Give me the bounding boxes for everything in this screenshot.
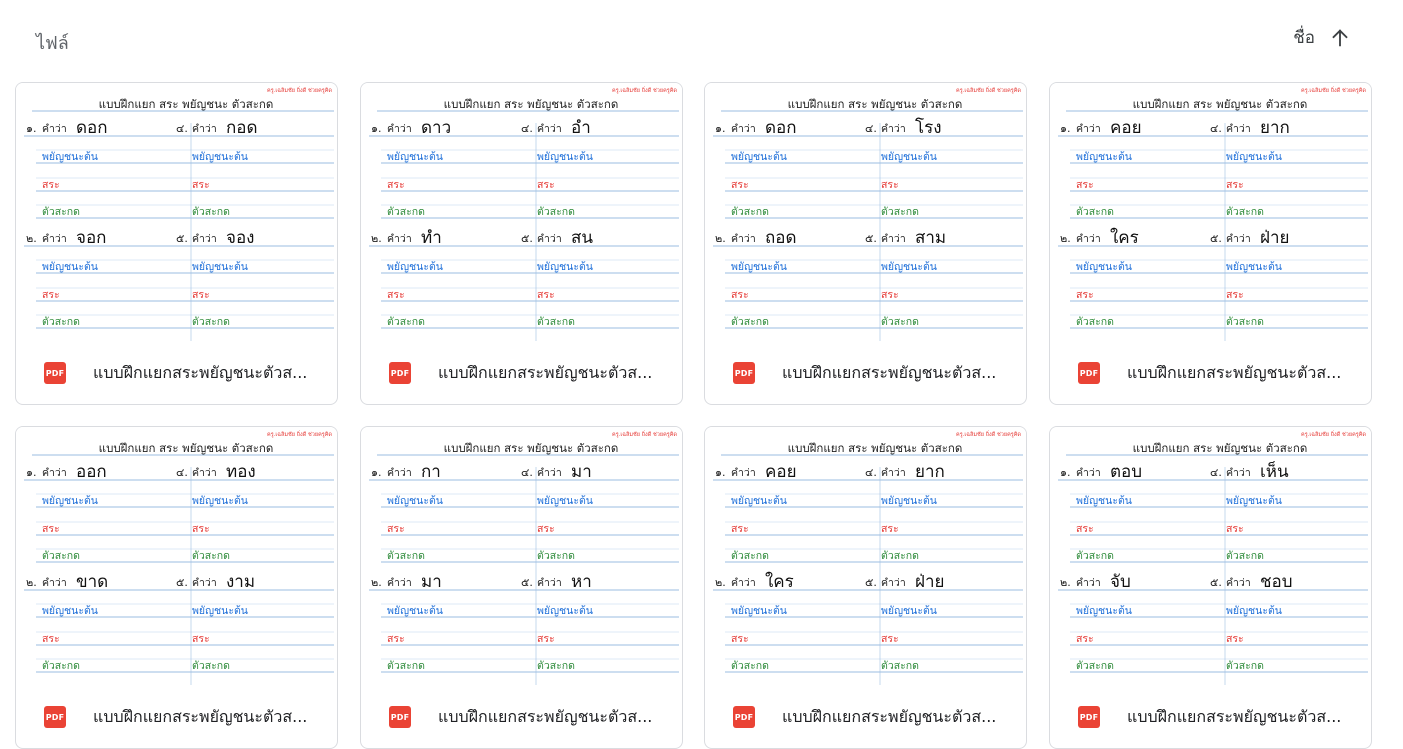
word-label: คำว่า [537,467,562,479]
final-label: ตัวสะกด [192,206,230,218]
worksheet-title: แบบฝึกแยก สระ พยัญชนะ ตัวสะกด [787,97,963,111]
final-label: ตัวสะกด [192,660,230,672]
vowel-label: สระ [881,633,899,645]
word-label: คำว่า [731,123,756,135]
word-number: ๕. [176,576,188,589]
target-word: คอย [765,462,797,482]
word-label: คำว่า [387,123,412,135]
word-label: คำว่า [1226,577,1251,589]
word-label: คำว่า [192,233,217,245]
target-word: ทอง [226,462,256,482]
word-number: ๕. [176,232,188,245]
consonant-label: พยัญชนะต้น [1226,261,1282,273]
target-word: ถอด [765,228,797,248]
file-card[interactable] [360,426,683,749]
word-label: คำว่า [731,577,756,589]
word-label: คำว่า [387,467,412,479]
word-label: คำว่า [42,577,67,589]
target-word: ใคร [1110,228,1139,248]
word-number: ๔. [865,466,877,479]
word-label: คำว่า [1226,467,1251,479]
word-number: ๕. [1210,232,1222,245]
target-word: ดอก [76,118,108,138]
worksheet-title: แบบฝึกแยก สระ พยัญชนะ ตัวสะกด [1132,441,1308,455]
pdf-icon: PDF [733,706,755,728]
file-card-footer [16,685,337,749]
pdf-icon: PDF [733,362,755,384]
word-number: ๑. [26,122,37,135]
word-number: ๑. [26,466,37,479]
vowel-label: สระ [731,523,749,535]
vowel-label: สระ [1076,523,1094,535]
target-word: ออก [76,462,107,482]
worksheet-credit: ครู.เฉลิมชัย ถิ่งดี ช่วยครูคิด [267,432,332,438]
word-label: คำว่า [192,467,217,479]
final-label: ตัวสะกด [731,316,769,328]
target-word: กา [421,462,441,482]
final-label: ตัวสะกด [881,206,919,218]
target-word: ตอบ [1110,462,1143,482]
file-thumbnail [705,427,1026,685]
final-label: ตัวสะกด [387,206,425,218]
vowel-label: สระ [1076,633,1094,645]
vowel-label: สระ [731,179,749,191]
word-label: คำว่า [42,123,67,135]
final-label: ตัวสะกด [387,660,425,672]
word-label: คำว่า [1226,123,1251,135]
file-thumbnail [16,83,337,341]
word-number: ๔. [865,122,877,135]
worksheet-title: แบบฝึกแยก สระ พยัญชนะ ตัวสะกด [787,441,963,455]
worksheet-title: แบบฝึกแยก สระ พยัญชนะ ตัวสะกด [1132,97,1308,111]
final-label: ตัวสะกด [1076,206,1114,218]
target-word: ใคร [765,572,794,592]
worksheet-preview [16,83,337,341]
word-label: คำว่า [1076,233,1101,245]
consonant-label: พยัญชนะต้น [42,605,98,617]
final-label: ตัวสะกด [1076,550,1114,562]
file-name: แบบฝึกแยกสระพยัญชนะตัวส... [1127,362,1342,382]
consonant-label: พยัญชนะต้น [387,261,443,273]
final-label: ตัวสะกด [1226,206,1264,218]
vowel-label: สระ [387,633,405,645]
file-thumbnail [361,83,682,341]
word-label: คำว่า [881,467,906,479]
target-word: มา [421,572,442,592]
word-number: ๑. [371,466,382,479]
final-label: ตัวสะกด [1226,660,1264,672]
consonant-label: พยัญชนะต้น [42,151,98,163]
word-label: คำว่า [1226,233,1251,245]
target-word: มา [571,462,592,482]
vowel-label: สระ [537,523,555,535]
target-word: สน [571,228,593,248]
file-card[interactable] [704,82,1027,405]
vowel-label: สระ [1076,289,1094,301]
vowel-label: สระ [1226,179,1244,191]
final-label: ตัวสะกด [1226,550,1264,562]
pdf-icon: PDF [44,362,66,384]
word-label: คำว่า [881,577,906,589]
consonant-label: พยัญชนะต้น [192,495,248,507]
file-name: แบบฝึกแยกสระพยัญชนะตัวส... [93,362,308,382]
file-name: แบบฝึกแยกสระพยัญชนะตัวส... [782,706,997,726]
file-card-footer [361,341,682,405]
final-label: ตัวสะกด [1076,316,1114,328]
word-number: ๔. [521,122,533,135]
worksheet-title: แบบฝึกแยก สระ พยัญชนะ ตัวสะกด [443,97,619,111]
vowel-label: สระ [42,523,60,535]
word-label: คำว่า [42,233,67,245]
file-thumbnail [16,427,337,685]
consonant-label: พยัญชนะต้น [387,151,443,163]
worksheet-credit: ครู.เฉลิมชัย ถิ่งดี ช่วยครูคิด [956,432,1021,438]
worksheet-preview [361,427,682,685]
word-label: คำว่า [881,123,906,135]
consonant-label: พยัญชนะต้น [731,261,787,273]
pdf-icon: PDF [389,706,411,728]
target-word: ยาก [1260,118,1290,138]
final-label: ตัวสะกด [387,550,425,562]
vowel-label: สระ [192,179,210,191]
word-label: คำว่า [537,577,562,589]
vowel-label: สระ [881,179,899,191]
worksheet-credit: ครู.เฉลิมชัย ถิ่งดี ช่วยครูคิด [267,88,332,94]
word-label: คำว่า [1076,577,1101,589]
file-card[interactable] [360,82,683,405]
sort-label: ชื่อ [1293,28,1315,48]
vowel-label: สระ [537,179,555,191]
target-word: ชอบ [1260,572,1293,592]
word-number: ๒. [1060,576,1071,589]
worksheet-credit: ครู.เฉลิมชัย ถิ่งดี ช่วยครูคิด [612,88,677,94]
consonant-label: พยัญชนะต้น [1076,605,1132,617]
vowel-label: สระ [1226,289,1244,301]
file-name: แบบฝึกแยกสระพยัญชนะตัวส... [438,706,653,726]
consonant-label: พยัญชนะต้น [731,605,787,617]
target-word: คอย [1110,118,1142,138]
word-number: ๒. [1060,232,1071,245]
vowel-label: สระ [1226,633,1244,645]
target-word: จอก [76,228,107,248]
consonant-label: พยัญชนะต้น [42,261,98,273]
word-number: ๒. [26,576,37,589]
consonant-label: พยัญชนะต้น [537,495,593,507]
final-label: ตัวสะกด [1076,660,1114,672]
final-label: ตัวสะกด [42,550,80,562]
word-number: ๑. [1060,466,1071,479]
final-label: ตัวสะกด [881,316,919,328]
worksheet-preview [1050,427,1371,685]
vowel-label: สระ [42,633,60,645]
consonant-label: พยัญชนะต้น [881,495,937,507]
consonant-label: พยัญชนะต้น [1226,605,1282,617]
pdf-icon: PDF [44,706,66,728]
arrow-up-icon [1329,27,1351,49]
word-number: ๔. [521,466,533,479]
word-number: ๕. [521,232,533,245]
target-word: โรง [915,118,942,138]
word-label: คำว่า [1076,123,1101,135]
file-card-footer [1050,685,1371,749]
consonant-label: พยัญชนะต้น [42,495,98,507]
worksheet-credit: ครู.เฉลิมชัย ถิ่งดี ช่วยครูคิด [1301,88,1366,94]
word-number: ๔. [176,466,188,479]
consonant-label: พยัญชนะต้น [1076,261,1132,273]
final-label: ตัวสะกด [731,206,769,218]
word-number: ๒. [26,232,37,245]
final-label: ตัวสะกด [537,550,575,562]
consonant-label: พยัญชนะต้น [1226,495,1282,507]
target-word: งาม [226,572,256,592]
vowel-label: สระ [387,289,405,301]
file-card-footer [361,685,682,749]
final-label: ตัวสะกด [42,316,80,328]
worksheet-preview [16,427,337,685]
vowel-label: สระ [1226,523,1244,535]
word-label: คำว่า [537,233,562,245]
target-word: กอด [226,118,258,138]
word-label: คำว่า [731,233,756,245]
file-name: แบบฝึกแยกสระพยัญชนะตัวส... [93,706,308,726]
target-word: ฝ่าย [1260,228,1290,248]
vowel-label: สระ [537,289,555,301]
final-label: ตัวสะกด [192,550,230,562]
consonant-label: พยัญชนะต้น [387,495,443,507]
vowel-label: สระ [42,179,60,191]
pdf-icon: PDF [389,362,411,384]
file-card[interactable] [1049,82,1372,405]
pdf-icon: PDF [1078,706,1100,728]
file-thumbnail [705,83,1026,341]
word-label: คำว่า [387,577,412,589]
vowel-label: สระ [387,179,405,191]
word-number: ๕. [1210,576,1222,589]
word-label: คำว่า [192,577,217,589]
word-number: ๒. [371,232,382,245]
file-card[interactable] [1049,426,1372,749]
vowel-label: สระ [1076,179,1094,191]
word-label: คำว่า [192,123,217,135]
word-label: คำว่า [881,233,906,245]
worksheet-credit: ครู.เฉลิมชัย ถิ่งดี ช่วยครูคิด [956,88,1021,94]
word-label: คำว่า [42,467,67,479]
word-number: ๑. [715,122,726,135]
final-label: ตัวสะกด [537,316,575,328]
vowel-label: สระ [731,289,749,301]
worksheet-preview [705,427,1026,685]
vowel-label: สระ [192,523,210,535]
file-card[interactable] [15,426,338,749]
vowel-label: สระ [387,523,405,535]
consonant-label: พยัญชนะต้น [387,605,443,617]
final-label: ตัวสะกด [881,660,919,672]
file-thumbnail [1050,83,1371,341]
final-label: ตัวสะกด [881,550,919,562]
word-number: ๔. [1210,122,1222,135]
word-number: ๒. [715,232,726,245]
file-card-footer [705,685,1026,749]
consonant-label: พยัญชนะต้น [537,261,593,273]
consonant-label: พยัญชนะต้น [192,261,248,273]
file-card-footer [16,341,337,405]
worksheet-credit: ครู.เฉลิมชัย ถิ่งดี ช่วยครูคิด [612,432,677,438]
worksheet-preview [705,83,1026,341]
file-name: แบบฝึกแยกสระพยัญชนะตัวส... [1127,706,1342,726]
word-label: คำว่า [731,467,756,479]
consonant-label: พยัญชนะต้น [192,151,248,163]
worksheet-title: แบบฝึกแยก สระ พยัญชนะ ตัวสะกด [98,97,274,111]
word-number: ๕. [865,232,877,245]
word-number: ๔. [176,122,188,135]
final-label: ตัวสะกด [387,316,425,328]
file-card[interactable] [704,426,1027,749]
vowel-label: สระ [881,523,899,535]
target-word: จับ [1110,572,1131,592]
target-word: ฝ่าย [915,572,945,592]
target-word: ยาก [915,462,945,482]
consonant-label: พยัญชนะต้น [881,605,937,617]
consonant-label: พยัญชนะต้น [1076,495,1132,507]
file-thumbnail [1050,427,1371,685]
file-name: แบบฝึกแยกสระพยัญชนะตัวส... [438,362,653,382]
word-number: ๒. [371,576,382,589]
target-word: อำ [571,118,591,138]
section-title: ไฟล์ [36,33,69,54]
worksheet-preview [361,83,682,341]
target-word: สาม [915,228,947,248]
consonant-label: พยัญชนะต้น [537,605,593,617]
target-word: ขาด [76,572,109,592]
word-number: ๕. [865,576,877,589]
target-word: เห็น [1260,462,1289,482]
word-number: ๑. [371,122,382,135]
final-label: ตัวสะกด [192,316,230,328]
target-word: จอง [226,228,255,248]
final-label: ตัวสะกด [537,206,575,218]
target-word: ทำ [421,228,442,248]
worksheet-title: แบบฝึกแยก สระ พยัญชนะ ตัวสะกด [98,441,274,455]
final-label: ตัวสะกด [42,660,80,672]
pdf-icon: PDF [1078,362,1100,384]
consonant-label: พยัญชนะต้น [1226,151,1282,163]
file-thumbnail [361,427,682,685]
word-number: ๕. [521,576,533,589]
final-label: ตัวสะกด [537,660,575,672]
worksheet-title: แบบฝึกแยก สระ พยัญชนะ ตัวสะกด [443,441,619,455]
file-card-footer [705,341,1026,405]
target-word: ดาว [421,118,452,138]
consonant-label: พยัญชนะต้น [731,495,787,507]
consonant-label: พยัญชนะต้น [192,605,248,617]
word-number: ๑. [1060,122,1071,135]
word-label: คำว่า [1076,467,1101,479]
final-label: ตัวสะกด [1226,316,1264,328]
word-number: ๒. [715,576,726,589]
final-label: ตัวสะกด [731,550,769,562]
word-label: คำว่า [387,233,412,245]
word-label: คำว่า [537,123,562,135]
sort-by-name-button[interactable] [1293,24,1351,51]
vowel-label: สระ [731,633,749,645]
vowel-label: สระ [537,633,555,645]
final-label: ตัวสะกด [42,206,80,218]
consonant-label: พยัญชนะต้น [881,151,937,163]
file-name: แบบฝึกแยกสระพยัญชนะตัวส... [782,362,997,382]
file-card[interactable] [15,82,338,405]
vowel-label: สระ [42,289,60,301]
consonant-label: พยัญชนะต้น [537,151,593,163]
worksheet-credit: ครู.เฉลิมชัย ถิ่งดี ช่วยครูคิด [1301,432,1366,438]
target-word: หา [571,572,592,592]
vowel-label: สระ [192,289,210,301]
consonant-label: พยัญชนะต้น [731,151,787,163]
word-number: ๑. [715,466,726,479]
target-word: ดอก [765,118,797,138]
vowel-label: สระ [881,289,899,301]
file-card-footer [1050,341,1371,405]
worksheet-preview [1050,83,1371,341]
word-number: ๔. [1210,466,1222,479]
consonant-label: พยัญชนะต้น [881,261,937,273]
consonant-label: พยัญชนะต้น [1076,151,1132,163]
final-label: ตัวสะกด [731,660,769,672]
vowel-label: สระ [192,633,210,645]
